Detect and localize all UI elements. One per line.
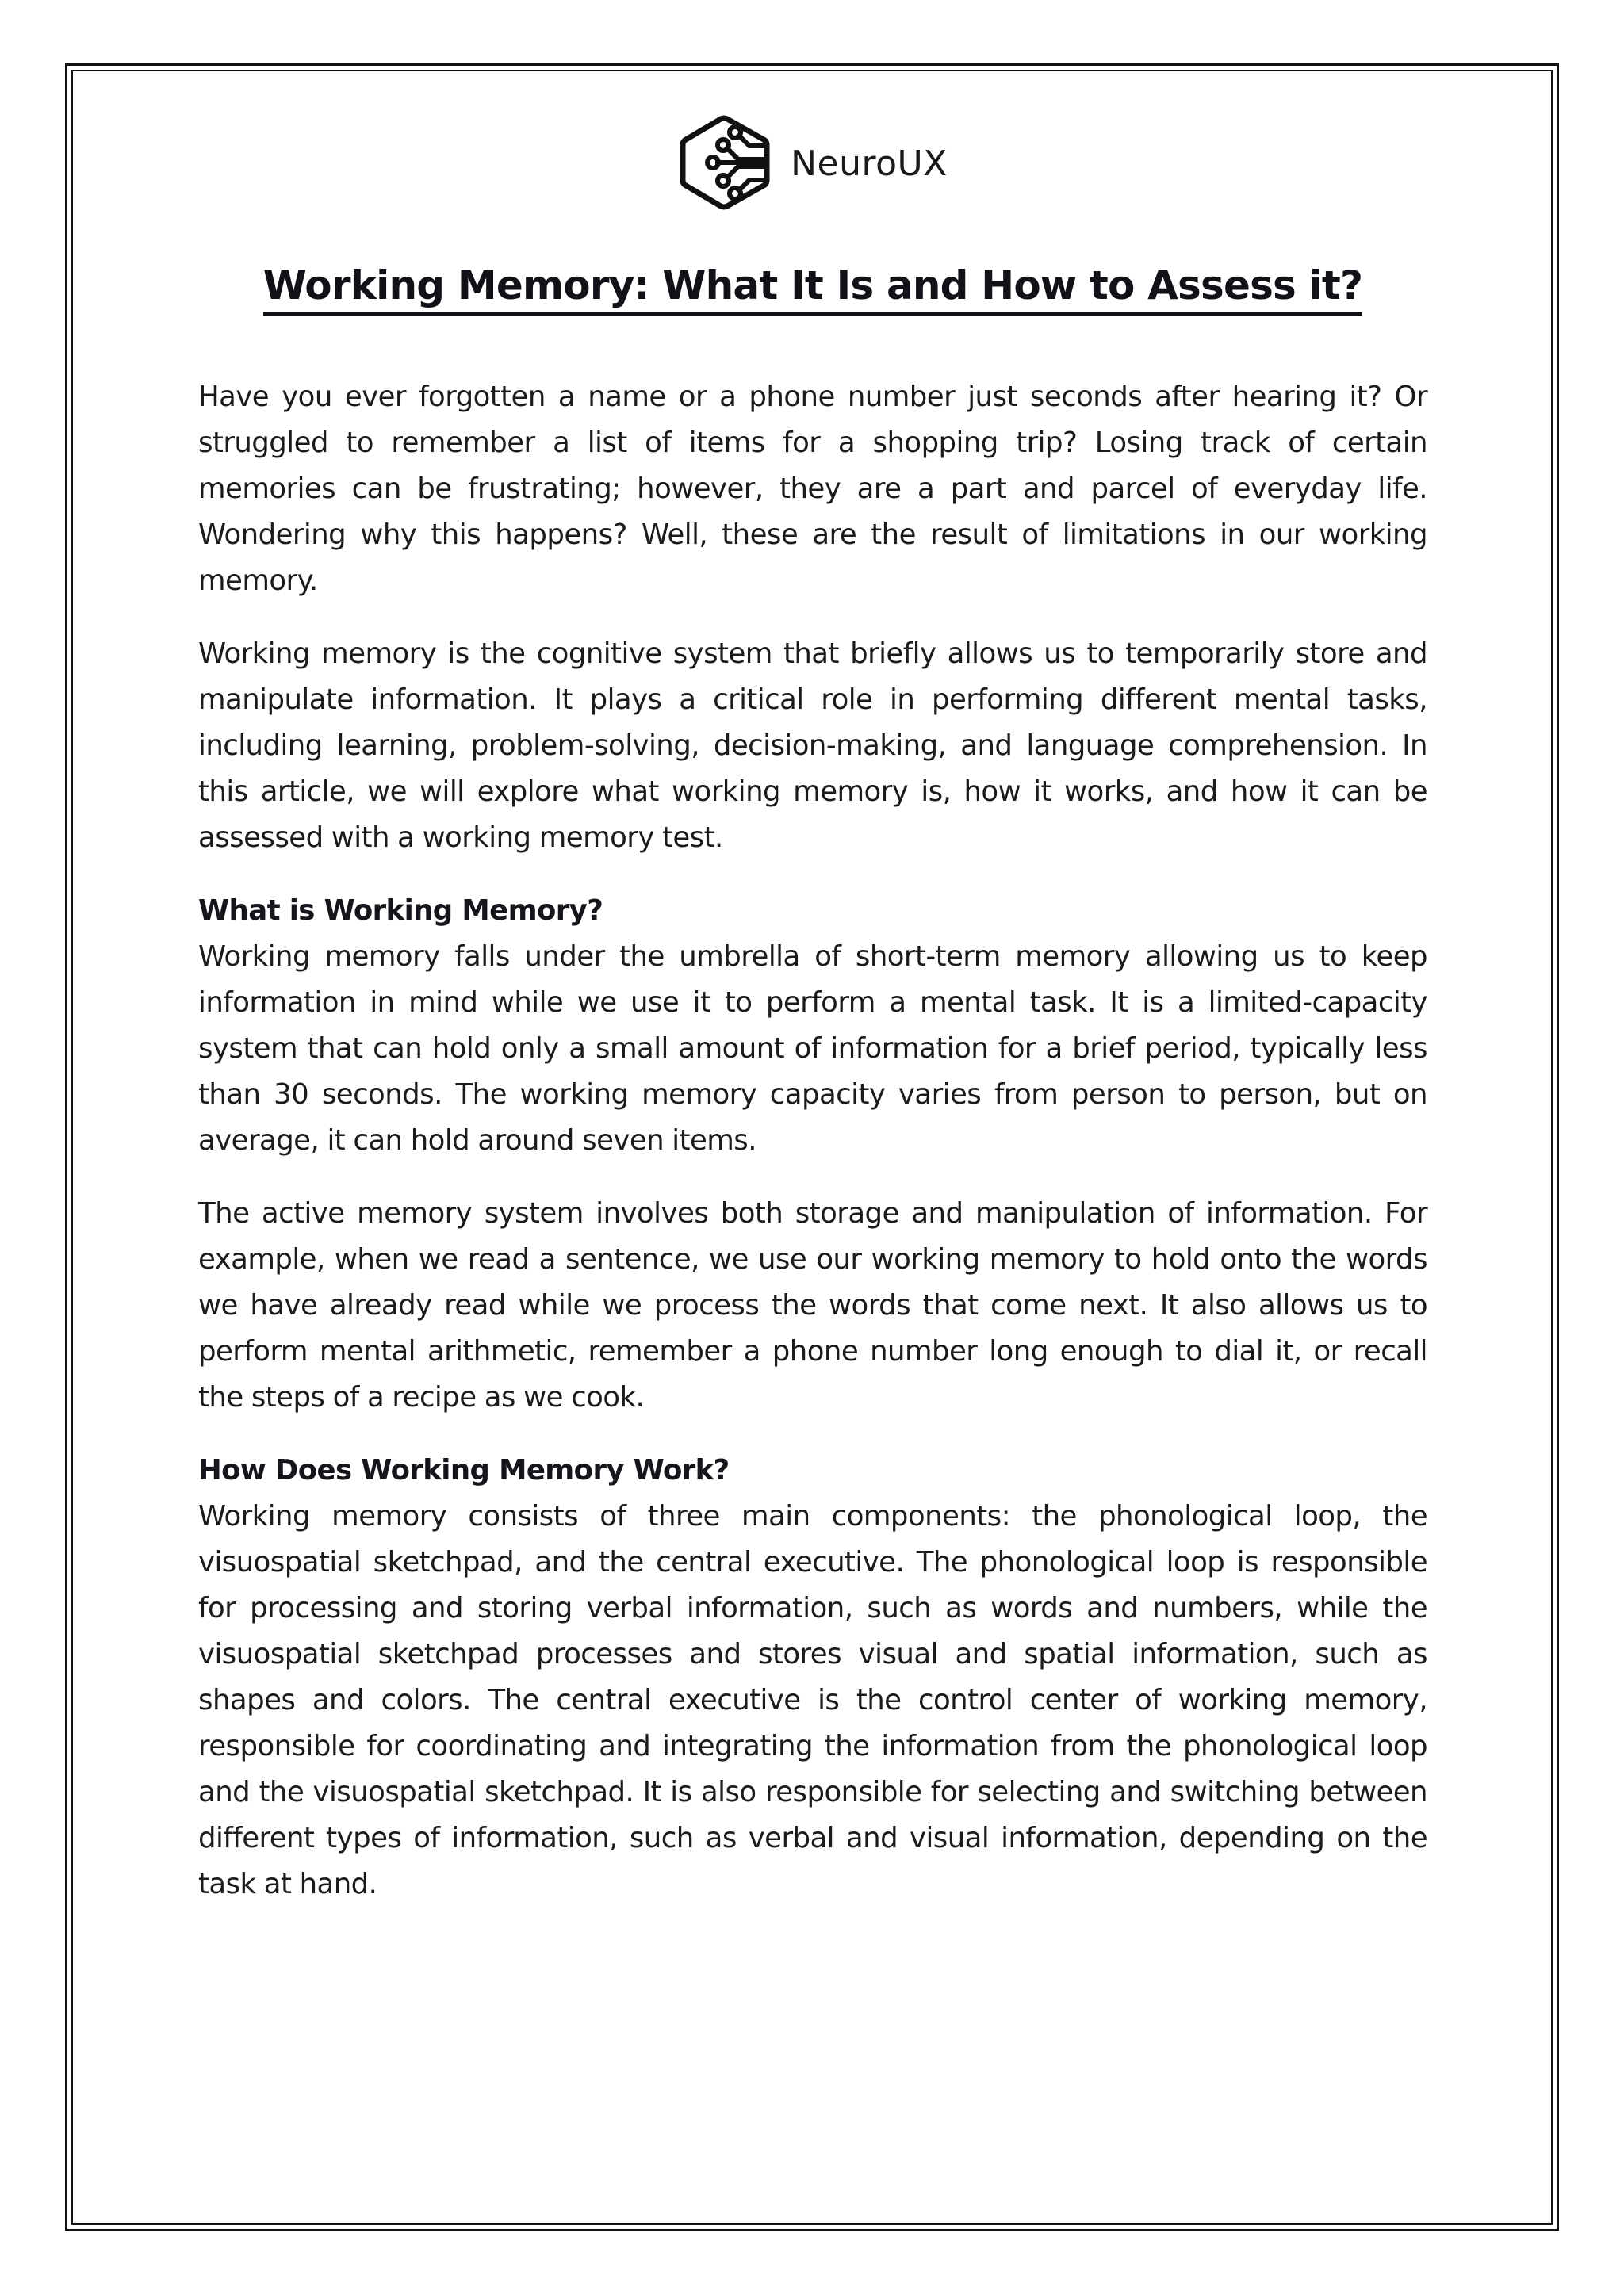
section-heading-how-does-working-memory-work: How Does Working Memory Work? [198,1454,730,1487]
section-heading-what-is-working-memory: What is Working Memory? [198,894,603,927]
paragraph-active-memory-system: The active memory system involves both storage and manipulation of information. For example, when we read a sentence, we use our working memory to hold onto the words we have already read while we process the words that come next. It also allows us to perform mental arithmetic, remember a phone number long enough to dial it, or recall the steps of a recipe as we cook. [198,1197,1427,1414]
brand-wordmark: NeuroUX [791,144,948,184]
document-content [198,111,1427,1908]
brand-header [198,111,1427,214]
page-title [198,263,1427,316]
page-title-text: Working Memory: What It Is and How to Assess it? [263,263,1363,316]
paragraph-definition-overview: Working memory is the cognitive system that briefly allows us to temporarily store and manipulate information. It plays a critical role in performing different mental tasks, including learning, problem-solving, decision-making, and language comprehension. In this article, we will explore what working memory is, how it works, and how it can be assessed with a working memory test. [198,637,1427,854]
paragraph-components: Working memory consists of three main components: the phonological loop, the visuospatial sketchpad, and the central executive. The phonological loop is responsible for processing and storing verbal information, such as words and numbers, while the visuospatial sketchpad processes and stores visual and spatial information, such as shapes and colors. The central executive is the control center of working memory, responsible for coordinating and integrating the information from the phonological loop and the visuospatial sketchpad. It is also responsible for selecting and switching between different types of information, such as verbal and visual information, depending on the task at hand. [198,1500,1427,1900]
article-body [198,374,1427,1908]
paragraph-what-is-working-memory: Working memory falls under the umbrella of short-term memory allowing us to keep information in mind while we use it to perform a mental task. It is a limited-capacity system that can hold only a small amount of information for a brief period, typically less than 30 seconds. The working memory capacity varies from person to person, but on average, it can hold around seven items. [198,940,1427,1157]
paragraph-intro: Have you ever forgotten a name or a phone number just seconds after hearing it? Or struggled to remember a list of items for a shopping trip? Losing track of certain memories can be frustrating; however, they are a part and parcel of everyday life. Wondering why this happens? Well, these are the result of limitations in our working memory. [198,381,1427,597]
hexagon-circuit-icon [678,114,779,211]
